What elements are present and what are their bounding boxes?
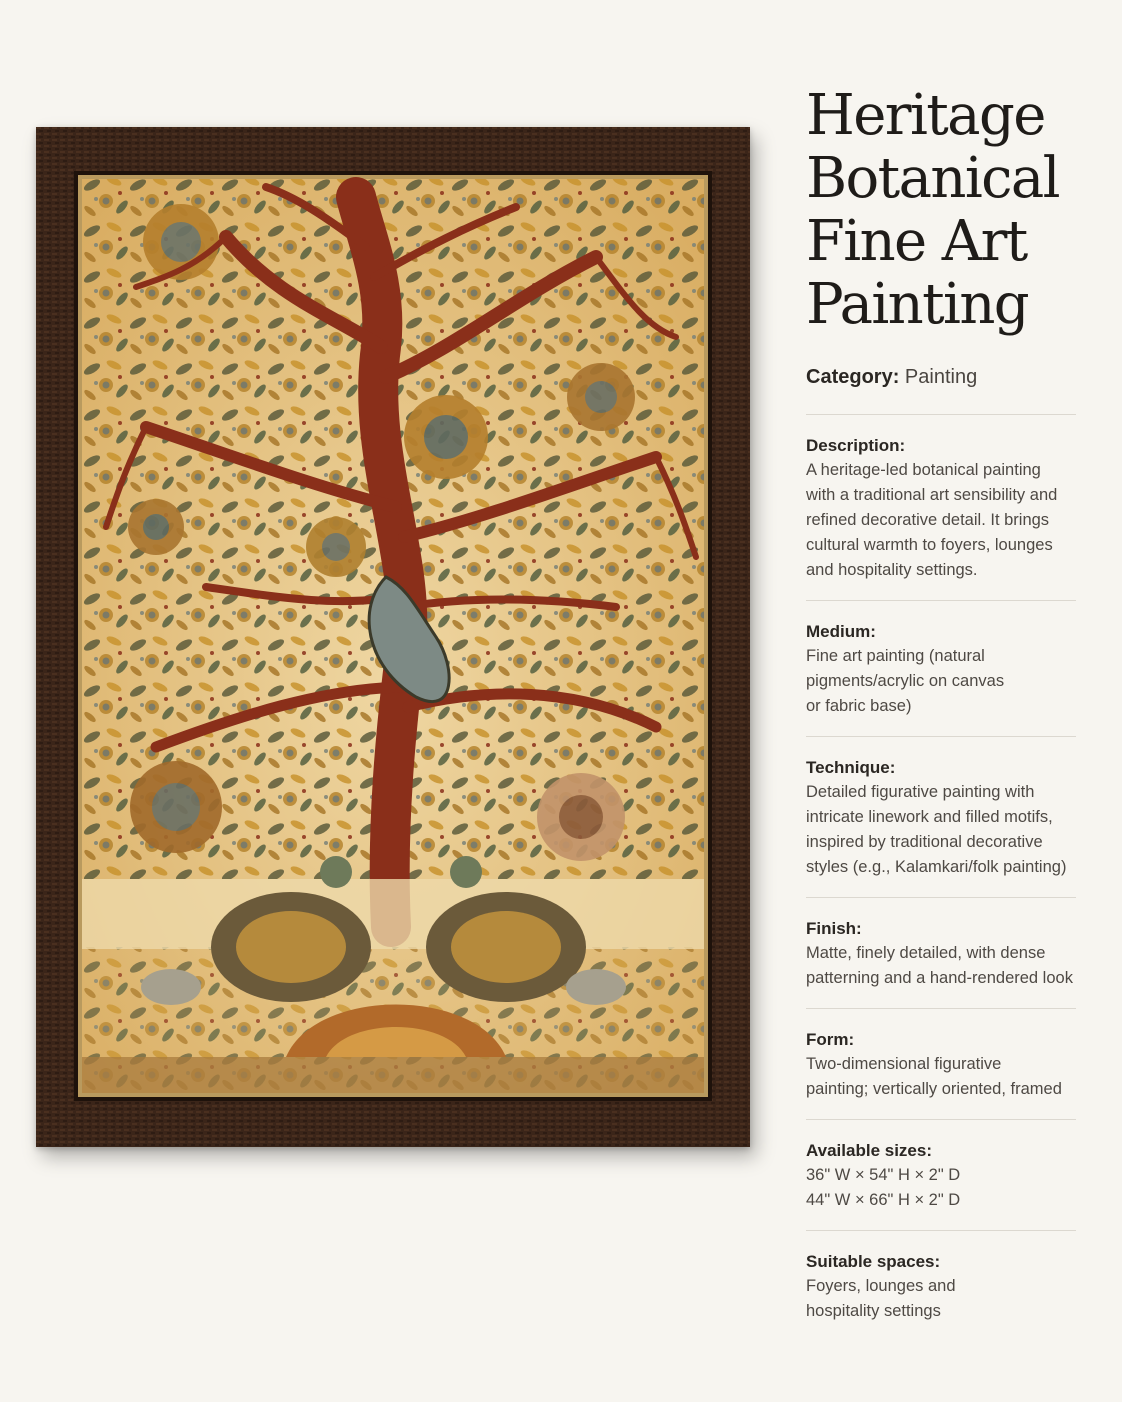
- finish-section: [806, 898, 1076, 1009]
- body-line: patterning and a hand-rendered look: [806, 969, 1073, 987]
- category-row: [806, 364, 1076, 415]
- product-title: [806, 84, 1096, 336]
- title-line: Heritage: [806, 83, 1045, 148]
- form-section: [806, 1009, 1076, 1120]
- section-body: [806, 1052, 1076, 1102]
- body-line: Two-dimensional figurative: [806, 1055, 1002, 1073]
- body-line: pigments/acrylic on canvas: [806, 672, 1005, 690]
- section-body: [806, 458, 1076, 583]
- body-line: Foyers, lounges and: [806, 1277, 956, 1295]
- title-line: Fine Art: [806, 209, 1027, 274]
- body-line: hospitality settings: [806, 1302, 941, 1320]
- category-value: Painting: [904, 366, 978, 388]
- section-label: Form:: [806, 1030, 855, 1049]
- body-line: 44" W × 66" H × 2" D: [806, 1191, 961, 1209]
- body-line: 36" W × 54" H × 2" D: [806, 1166, 961, 1184]
- section-body: [806, 780, 1076, 880]
- framed-painting: [36, 127, 750, 1147]
- title-line: Botanical: [806, 146, 1059, 211]
- body-line: styles (e.g., Kalamkari/folk painting): [806, 858, 1067, 876]
- section-label: Description:: [806, 436, 906, 455]
- painting-image: [36, 127, 750, 1147]
- body-line: inspired by traditional decorative: [806, 833, 1043, 851]
- section-label: Finish:: [806, 919, 862, 938]
- body-line: with a traditional art sensibility and: [806, 486, 1058, 504]
- body-line: intricate linework and filled motifs,: [806, 808, 1053, 826]
- body-line: cultural warmth to foyers, lounges: [806, 536, 1053, 554]
- technique-section: [806, 737, 1076, 898]
- body-line: or fabric base): [806, 697, 912, 715]
- body-line: and hospitality settings.: [806, 561, 978, 579]
- body-line: painting; vertically oriented, framed: [806, 1080, 1062, 1098]
- section-body: [806, 1274, 1076, 1324]
- section-label: Available sizes:: [806, 1141, 932, 1160]
- body-line: Matte, finely detailed, with dense: [806, 944, 1046, 962]
- section-body: [806, 644, 1076, 719]
- spaces-section: [806, 1231, 1076, 1341]
- sizes-section: [806, 1120, 1076, 1231]
- medium-section: [806, 601, 1076, 737]
- product-info-panel: [806, 84, 1096, 1341]
- title-line: Painting: [806, 272, 1029, 337]
- category-label: Category:: [806, 366, 900, 388]
- section-label: Medium:: [806, 622, 876, 641]
- section-body: [806, 1163, 1076, 1213]
- section-label: Suitable spaces:: [806, 1252, 941, 1271]
- description-section: [806, 415, 1076, 601]
- body-line: Detailed figurative painting with: [806, 783, 1035, 801]
- body-line: A heritage-led botanical painting: [806, 461, 1041, 479]
- section-label: Technique:: [806, 758, 896, 777]
- section-body: [806, 941, 1076, 991]
- body-line: refined decorative detail. It brings: [806, 511, 1050, 529]
- body-line: Fine art painting (natural: [806, 647, 985, 665]
